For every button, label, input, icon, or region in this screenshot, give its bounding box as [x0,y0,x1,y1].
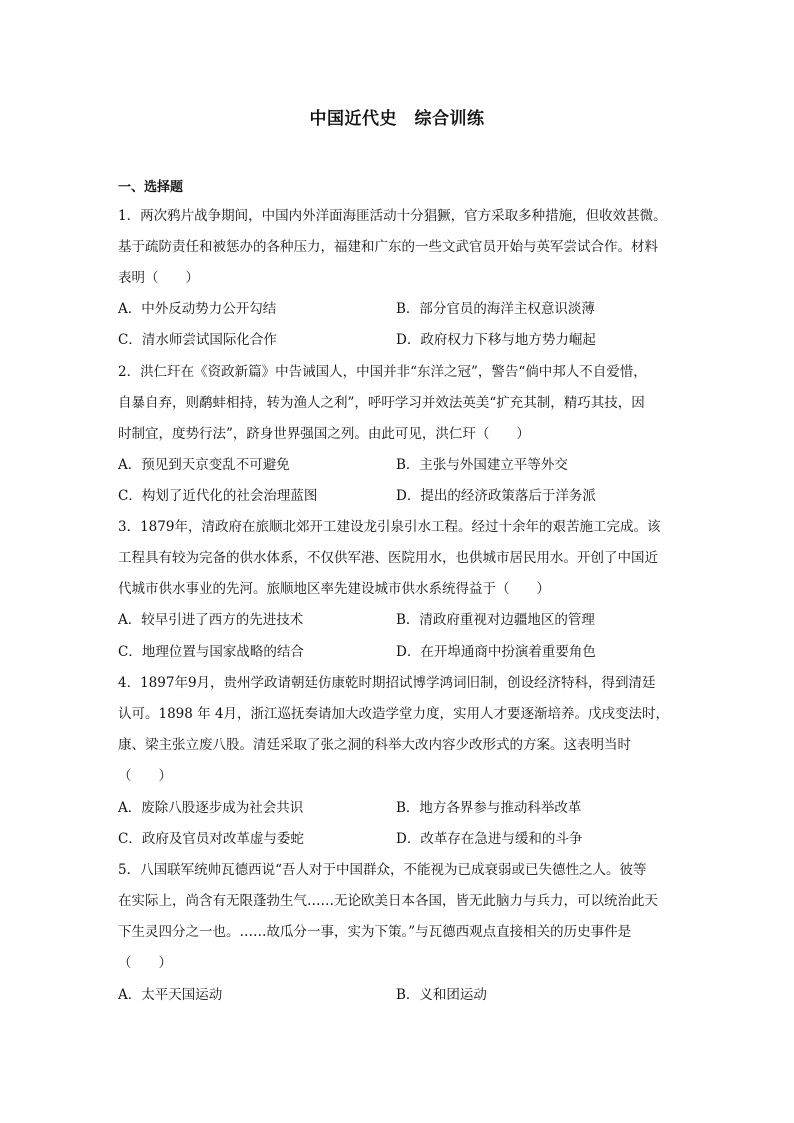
question-line: 下生灵四分之一也。……故瓜分一事，实为下策。”与瓦德西观点直接相关的历史事件是 [118,924,632,940]
question-line: 1．两次鸦片战争期间，中国内外洋面海匪活动十分猖獗，官方采取多种措施，但收效甚微。 [118,208,667,224]
question-line: （ ） [118,768,172,784]
option-d: D．提出的经济政策落后于洋务派 [396,488,596,504]
question-line: 表明（ ） [118,270,199,286]
section-heading: 一、选择题 [118,180,184,195]
option-d: D．在开埠通商中扮演着重要角色 [396,644,596,660]
option-a: A．太平天国运动 [118,987,223,1003]
question-line: 工程具有较为完备的供水体系，不仅供军港、医院用水，也供城市居民用水。开创了中国近 [118,550,658,566]
option-d: D．政府权力下移与地方势力崛起 [396,332,596,348]
option-b: B．主张与外国建立平等外交 [396,457,568,473]
option-c: C．清水师尝试国际化合作 [118,332,277,348]
question-line: 5．八国联军统帅瓦德西说“吾人对于中国群众，不能视为已成衰弱或已失德性之人。彼等 [118,862,647,878]
option-b: B．地方各界参与推动科举改革 [396,800,582,816]
question-line: 认可。1898 年 4月，浙江巡抚奏请加大改造学堂力度，实用人才要逐渐培养。戊戌变法时， [118,706,670,722]
question-line: 4．1897年9月，贵州学政请朝廷仿康乾时期招试博学鸿词旧制，创设经济特科，得到清廷 [118,675,656,691]
option-b: B．部分官员的海洋主权意识淡薄 [396,301,595,317]
option-a: A．较早引进了西方的先进技术 [118,612,304,628]
question-line: 代城市供水事业的先河。旅顺地区率先建设城市供水系统得益于（ ） [118,581,550,597]
question-line: 自暴自弃，则鹬蚌相持，转为渔人之利”，呼吁学习并效法英美“扩充其制，精巧其技，因 [118,395,645,411]
question-line: （ ） [118,955,172,971]
option-b: B．义和团运动 [396,987,487,1003]
question-line: 基于疏防责任和被惩办的各种压力，福建和广东的一些文武官员开始与英军尝试合作。材料 [118,239,658,255]
option-c: C．地理位置与国家战略的结合 [118,644,304,660]
option-c: C．政府及官员对改革虚与委蛇 [118,831,304,847]
option-a: A．中外反动势力公开勾结 [118,301,277,317]
option-d: D．改革存在急进与缓和的斗争 [396,831,583,847]
question-line: 时制宜，度势行法”，跻身世界强国之列。由此可见，洪仁玕（ ） [118,426,530,442]
question-line: 2．洪仁玕在《资政新篇》中告诫国人，中国并非“东洋之冠”，警告“倘中邦人不自爱惜， [118,364,647,380]
question-line: 3．1879年，清政府在旅顺北郊开工建设龙引泉引水工程。经过十余年的艰苦施工完成。该 [118,519,661,535]
option-a: A．废除八股逐步成为社会共识 [118,800,304,816]
question-line: 在实际上，尚含有无限蓬勃生气……无论欧美日本各国，皆无此脑力与兵力，可以统治此天 [118,893,658,909]
page-title: 中国近代史 综合训练 [309,109,485,129]
question-line: 康、梁主张立废八股。清廷采取了张之洞的科举大改内容少改形式的方案。这表明当时 [118,737,631,753]
option-a: A．预见到天京变乱不可避免 [118,457,290,473]
option-c: C．构划了近代化的社会治理蓝图 [118,488,318,504]
option-b: B．清政府重视对边疆地区的管理 [396,612,595,628]
